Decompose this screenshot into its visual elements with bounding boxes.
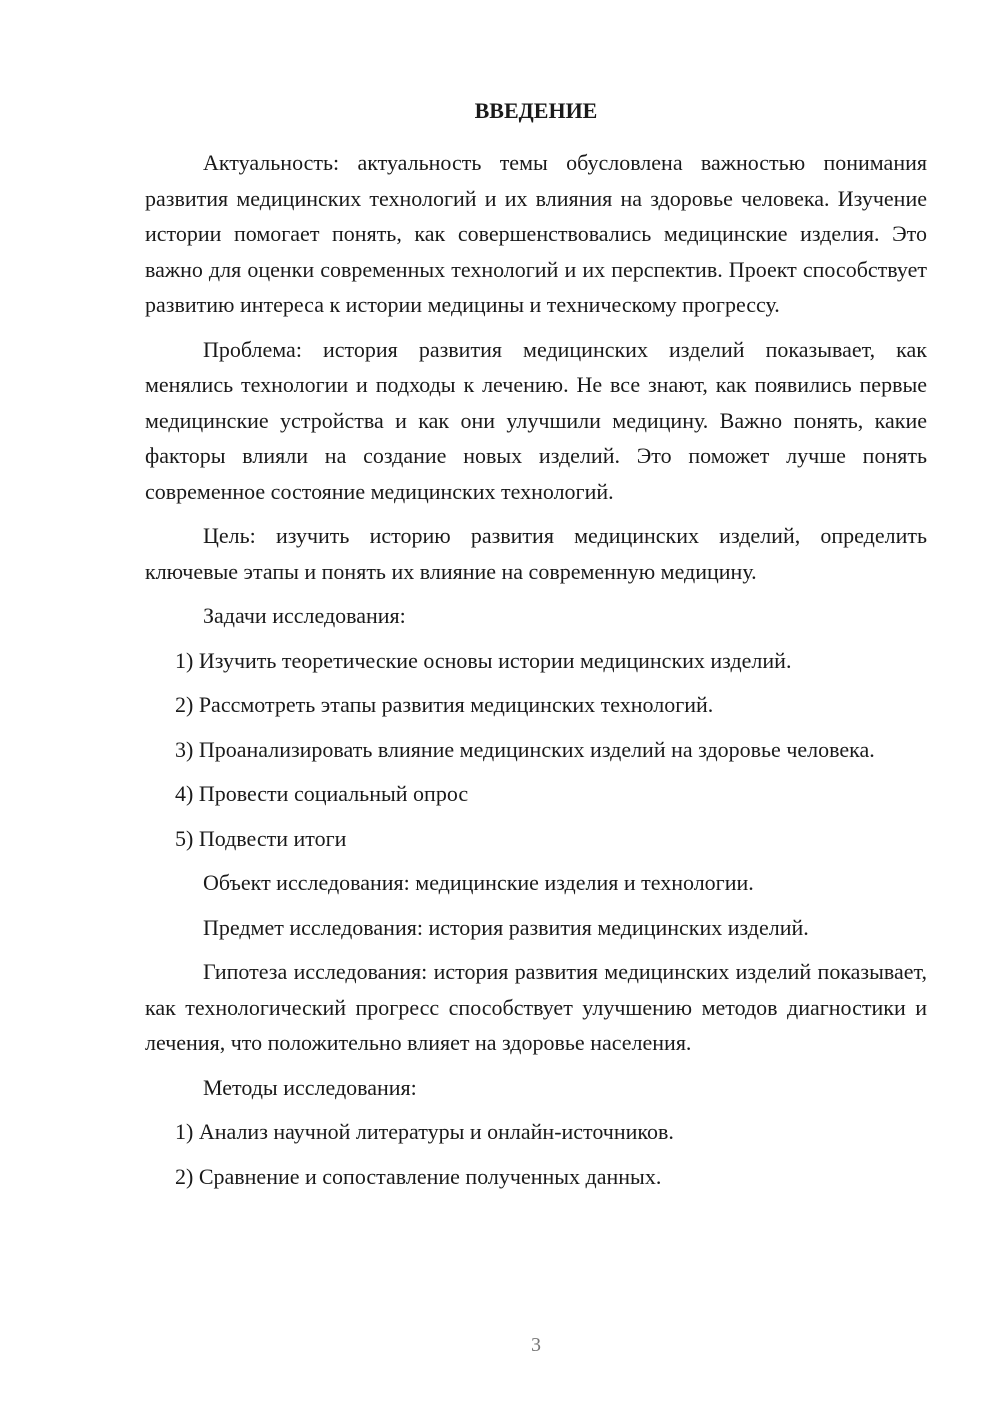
task-item-4: 4) Провести социальный опрос — [175, 781, 469, 806]
section-title: ВВЕДЕНИЕ — [474, 98, 598, 123]
methods-heading: Методы исследования: — [203, 1074, 417, 1100]
relevance-paragraph: Актуальность: актуальность темы обусловлена важностью понимания развития медицинских технологий и их влияния на здоровье человека. Изучение истории помогает понять, как совершенствовались медицинские изделия. Это важно для оценки современных технологий и их перспектив. Проект способствует развитию интереса к истории медицины и техническому прогрессу. — [145, 150, 927, 317]
task-item-2: 2) Рассмотреть этапы развития медицинских технологий. — [175, 692, 714, 717]
document-page — [145, 96, 927, 1203]
problem-paragraph: Проблема: история развития медицинских изделий показывает, как менялись технологии и подходы к лечению. Не все знают, как появились первые медицинские устройства и как они улучшили медицину. Важно понять, какие факторы влияли на создание новых изделий. Это поможет лучше понять современное состояние медицинских технологий. — [145, 336, 927, 504]
goal-paragraph: Цель: изучить историю развития медицинских изделий, определить ключевые этапы и понять их влияние на современную медицину. — [145, 523, 927, 584]
subject-paragraph: Предмет исследования: история развития медицинских изделий. — [203, 914, 809, 940]
object-paragraph: Объект исследования: медицинские изделия и технологии. — [203, 870, 754, 895]
hypothesis-paragraph: Гипотеза исследования: история развития медицинских изделий показывает, как технологический прогресс способствует улучшению методов диагностики и лечения, что положительно влияет на здоровье населения. — [145, 959, 927, 1055]
task-item-5: 5) Подвести итоги — [175, 825, 347, 851]
method-item-1: 1) Анализ научной литературы и онлайн-источников. — [175, 1119, 674, 1144]
tasks-heading: Задачи исследования: — [203, 603, 406, 628]
page-number: 3 — [531, 1334, 541, 1356]
task-item-3: 3) Проанализировать влияние медицинских изделий на здоровье человека. — [175, 736, 875, 762]
method-item-2: 2) Сравнение и сопоставление полученных данных. — [175, 1163, 662, 1189]
task-item-1: 1) Изучить теоретические основы истории медицинских изделий. — [175, 647, 792, 673]
